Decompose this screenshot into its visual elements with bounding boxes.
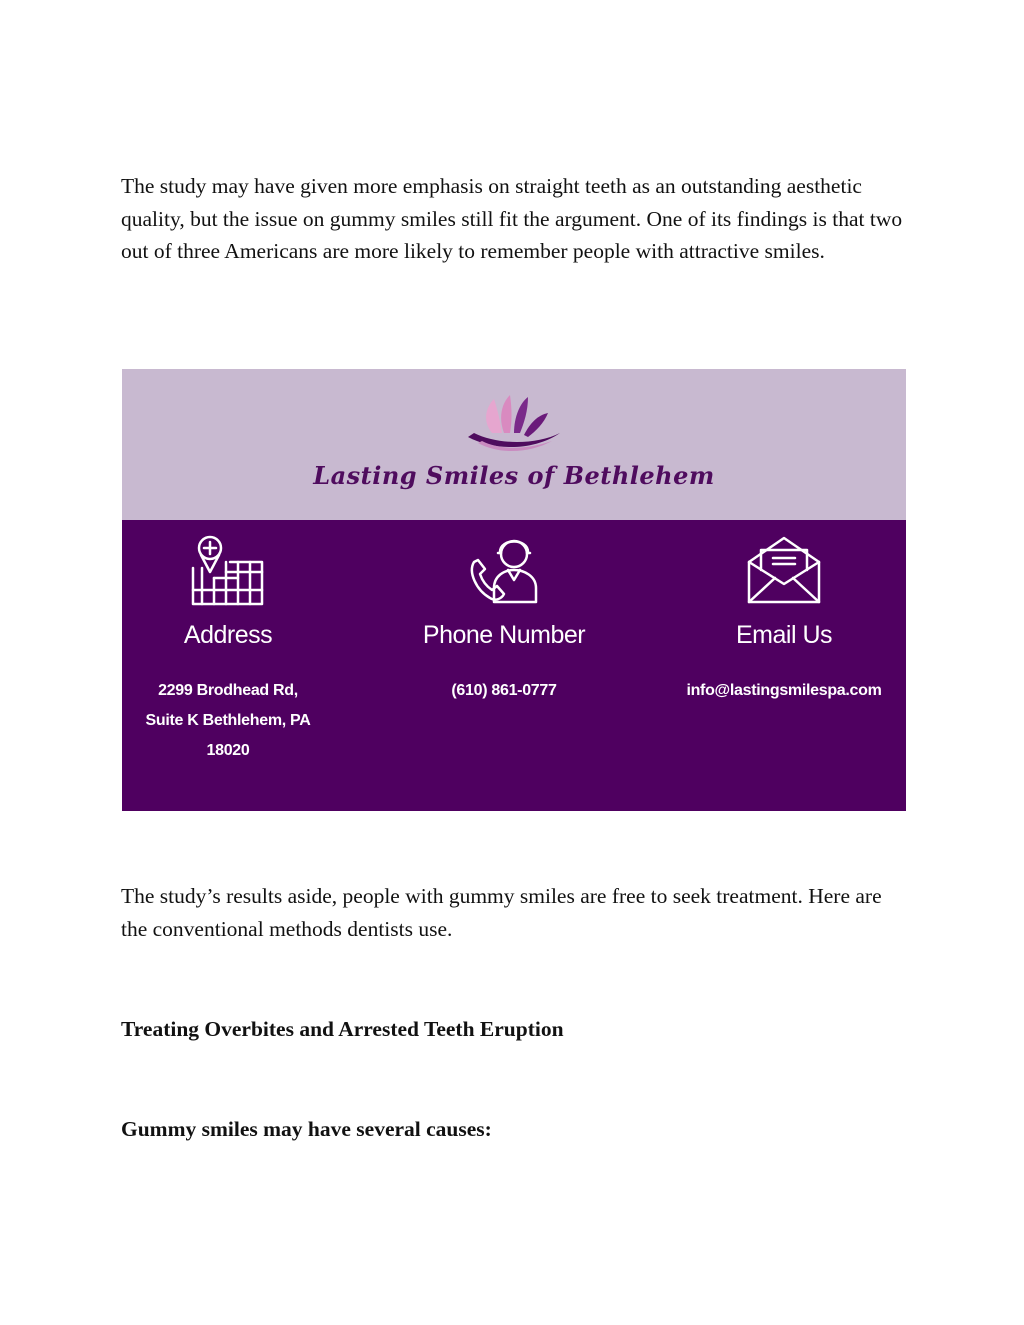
section-heading-treating: Treating Overbites and Arrested Teeth Eruption xyxy=(121,1017,564,1041)
phone-title: Phone Number xyxy=(422,621,586,649)
address-title: Address xyxy=(183,621,273,649)
address-line-1: 2299 Brodhead Rd, xyxy=(158,682,298,699)
section-heading-causes: Gummy smiles may have several causes: xyxy=(121,1117,492,1141)
contact-card-image xyxy=(122,369,906,811)
email-column xyxy=(662,520,906,811)
email-text xyxy=(662,676,906,706)
card-contact-band xyxy=(122,520,906,811)
phone-column xyxy=(368,520,640,811)
phone-text xyxy=(368,676,640,706)
address-column xyxy=(122,520,334,811)
phone-support-icon xyxy=(464,532,544,608)
envelope-icon xyxy=(745,532,823,608)
brand-name: Lasting Smiles of Bethlehem xyxy=(313,461,715,490)
map-pin-icon xyxy=(190,532,266,608)
email-address[interactable]: info@lastingsmilespa.com xyxy=(686,682,882,699)
address-line-3: 18020 xyxy=(206,742,250,759)
lotus-logo-icon xyxy=(464,393,564,455)
card-header-band xyxy=(122,369,906,520)
address-line-2: Suite K Bethlehem, PA xyxy=(145,712,311,729)
body-paragraph-1: The study may have given more emphasis on straight teeth as an outstanding aesthetic quality, but the issue on gummy smiles still fit the argument. One of its findings is that two out of three Americans are more likely to remember people with attractive smiles. xyxy=(121,174,903,263)
body-paragraph-2: The study’s results aside, people with gummy smiles are free to seek treatment. Here are the conventional methods dentists use. xyxy=(121,884,882,941)
phone-number[interactable]: (610) 861-0777 xyxy=(451,682,557,699)
address-text xyxy=(122,676,334,766)
email-title: Email Us xyxy=(735,621,832,649)
